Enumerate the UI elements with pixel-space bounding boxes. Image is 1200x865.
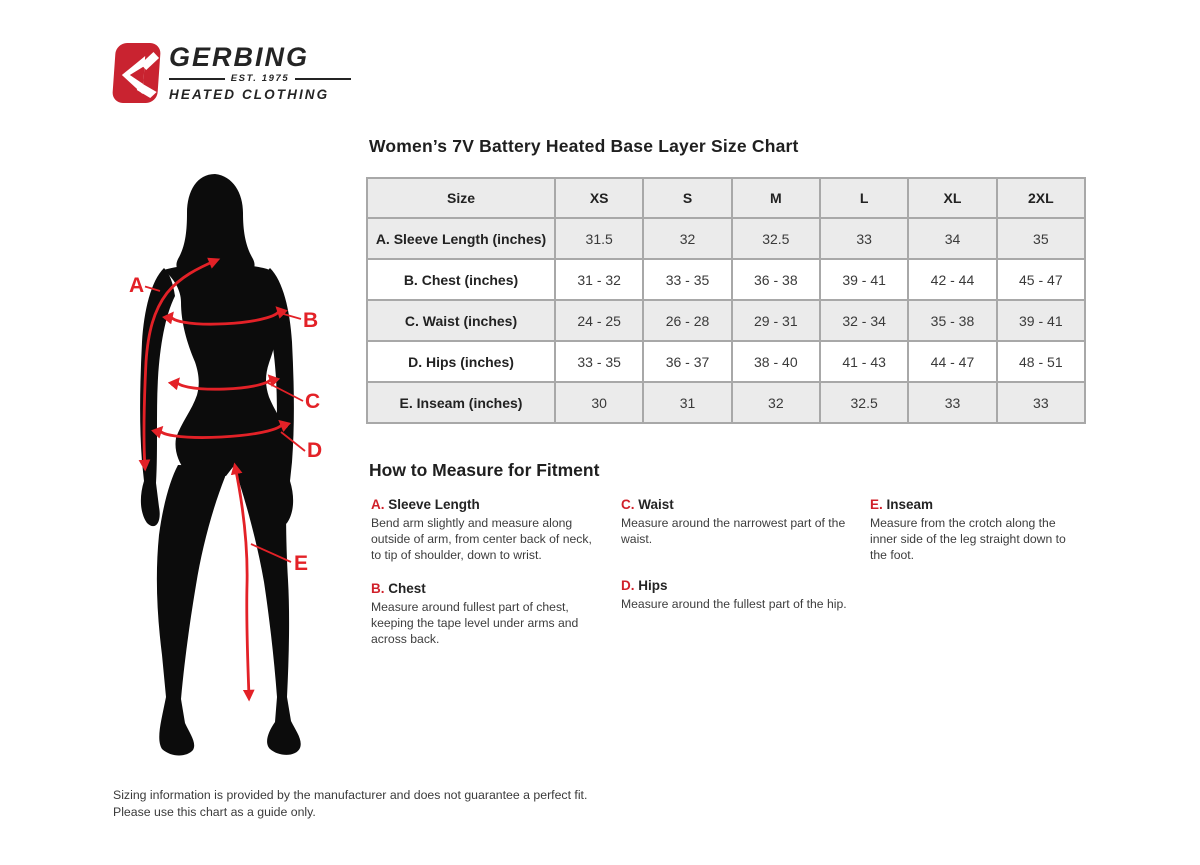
size-value-cell: 26 - 28 xyxy=(643,300,731,341)
fitment-item-name: Waist xyxy=(634,497,674,512)
main-content xyxy=(366,136,1086,697)
fitment-item-name: Inseam xyxy=(882,497,934,512)
size-value-cell: 33 - 35 xyxy=(643,259,731,300)
size-value-cell: 32 xyxy=(643,218,731,259)
measurement-row-label: D. Hips (inches) xyxy=(367,341,555,382)
fitment-column-3 xyxy=(870,497,1086,581)
fitment-item-a xyxy=(371,497,599,563)
size-chart-row xyxy=(367,300,1085,341)
figure-label-c: C xyxy=(305,390,321,413)
size-column-header: 2XL xyxy=(997,178,1085,218)
fitment-item-name: Hips xyxy=(634,578,668,593)
figure-label-a: A xyxy=(129,274,145,297)
fitment-column-1 xyxy=(371,497,599,665)
size-value-cell: 33 - 35 xyxy=(555,341,643,382)
page-title: Women’s 7V Battery Heated Base Layer Size Chart xyxy=(369,136,799,156)
disclaimer-line-2: Please use this chart as a guide only. xyxy=(113,805,316,819)
size-value-cell: 32 xyxy=(732,382,820,423)
size-chart-row xyxy=(367,259,1085,300)
fitment-item-heading xyxy=(371,497,599,512)
size-value-cell: 32.5 xyxy=(732,218,820,259)
size-column-header: Size xyxy=(367,178,555,218)
brand-name: GERBING xyxy=(169,42,310,72)
size-value-cell: 33 xyxy=(908,382,996,423)
size-value-cell: 32 - 34 xyxy=(820,300,908,341)
size-chart-header xyxy=(367,178,1085,218)
disclaimer-line-1: Sizing information is provided by the manufacturer and does not guarantee a perfect fit. xyxy=(113,788,588,802)
figure-label-b: B xyxy=(303,309,319,332)
gerbing-badge-icon xyxy=(111,42,162,104)
logo-text xyxy=(169,44,351,102)
size-column-header: XL xyxy=(908,178,996,218)
size-column-header: S xyxy=(643,178,731,218)
size-value-cell: 48 - 51 xyxy=(997,341,1085,382)
fitment-item-d xyxy=(621,578,859,641)
fitment-item-key: D. xyxy=(621,578,635,593)
measurement-row-label: B. Chest (inches) xyxy=(367,259,555,300)
brand-tagline: HEATED CLOTHING xyxy=(169,87,330,102)
figure-label-e: E xyxy=(294,552,309,575)
measurement-row-label: A. Sleeve Length (inches) xyxy=(367,218,555,259)
disclaimer xyxy=(113,787,587,821)
gerbing-logo xyxy=(113,42,351,104)
size-value-cell: 29 - 31 xyxy=(732,300,820,341)
size-value-cell: 39 - 41 xyxy=(820,259,908,300)
fitment-item-heading xyxy=(621,578,859,593)
fitment-columns xyxy=(366,497,1086,697)
fitment-item-heading xyxy=(870,497,1086,512)
size-column-header: XS xyxy=(555,178,643,218)
brand-est: EST. 1975 xyxy=(230,73,290,84)
size-chart-row xyxy=(367,218,1085,259)
size-value-cell: 34 xyxy=(908,218,996,259)
est-rule-right xyxy=(295,78,351,80)
fitment-item-heading xyxy=(371,581,599,596)
fitment-item-key: C. xyxy=(621,497,635,512)
size-value-cell: 31 xyxy=(643,382,731,423)
size-value-cell: 36 - 38 xyxy=(732,259,820,300)
size-chart-row xyxy=(367,341,1085,382)
size-chart-table xyxy=(366,177,1086,424)
est-rule-left xyxy=(169,78,225,80)
size-value-cell: 41 - 43 xyxy=(820,341,908,382)
fitment-item-c xyxy=(621,497,859,560)
size-value-cell: 32.5 xyxy=(820,382,908,423)
female-silhouette-figure xyxy=(100,150,370,780)
fitment-item-description: Measure from the crotch along the inner side of the leg straight down to the foot. xyxy=(870,516,1066,562)
size-value-cell: 42 - 44 xyxy=(908,259,996,300)
measurement-row-label: E. Inseam (inches) xyxy=(367,382,555,423)
size-chart-body xyxy=(367,218,1085,423)
fitment-column-2 xyxy=(621,497,859,659)
fitment-item-description: Bend arm slightly and measure along outside of arm, from center back of neck, to tip of shoulder, down to wrist. xyxy=(371,516,592,562)
fitment-item-description: Measure around the fullest part of the hip. xyxy=(621,597,847,611)
brand-est-row xyxy=(169,73,351,84)
silhouette-body xyxy=(140,174,301,756)
size-value-cell: 36 - 37 xyxy=(643,341,731,382)
size-value-cell: 44 - 47 xyxy=(908,341,996,382)
size-value-cell: 31 - 32 xyxy=(555,259,643,300)
fitment-item-key: B. xyxy=(371,581,385,596)
fitment-item-name: Chest xyxy=(384,581,426,596)
size-value-cell: 30 xyxy=(555,382,643,423)
size-chart-header-row xyxy=(367,178,1085,218)
fitment-item-description: Measure around fullest part of chest, keeping the tape level under arms and across back. xyxy=(371,600,579,646)
size-value-cell: 33 xyxy=(997,382,1085,423)
silhouette-left-leg xyxy=(157,465,228,756)
size-value-cell: 35 - 38 xyxy=(908,300,996,341)
fitment-item-heading xyxy=(621,497,859,512)
measurement-row-label: C. Waist (inches) xyxy=(367,300,555,341)
fitment-item-key: A. xyxy=(371,497,385,512)
fitment-item-name: Sleeve Length xyxy=(384,497,480,512)
size-value-cell: 33 xyxy=(820,218,908,259)
fitment-item-key: E. xyxy=(870,497,883,512)
size-value-cell: 45 - 47 xyxy=(997,259,1085,300)
fitment-item-description: Measure around the narrowest part of the waist. xyxy=(621,516,846,546)
size-value-cell: 31.5 xyxy=(555,218,643,259)
size-chart-row xyxy=(367,382,1085,423)
fitment-item-e xyxy=(870,497,1086,563)
size-value-cell: 38 - 40 xyxy=(732,341,820,382)
size-value-cell: 35 xyxy=(997,218,1085,259)
fitment-item-b xyxy=(371,581,599,647)
fitment-heading: How to Measure for Fitment xyxy=(369,460,600,480)
size-value-cell: 39 - 41 xyxy=(997,300,1085,341)
size-value-cell: 24 - 25 xyxy=(555,300,643,341)
size-column-header: M xyxy=(732,178,820,218)
figure-label-d: D xyxy=(307,439,323,462)
size-column-header: L xyxy=(820,178,908,218)
